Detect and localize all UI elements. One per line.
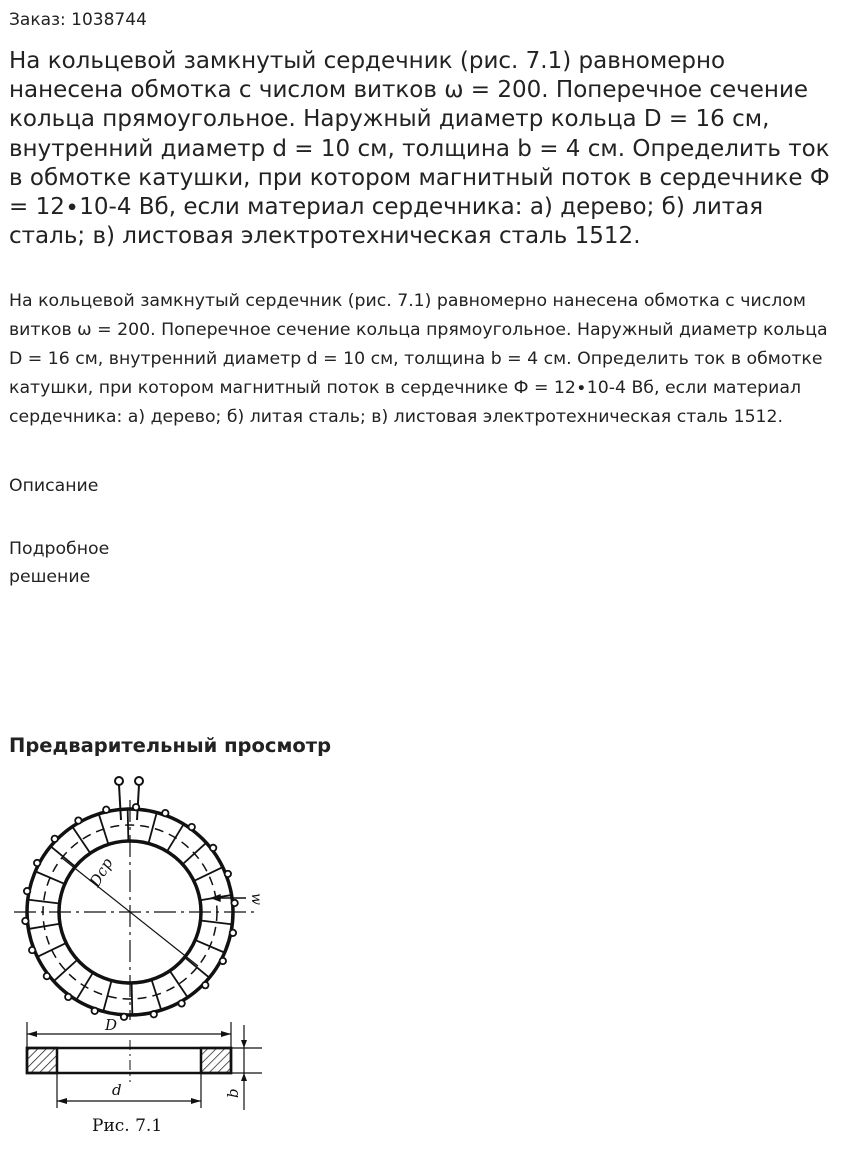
winding-turn xyxy=(73,827,90,852)
preview-heading: Предварительный просмотр xyxy=(9,734,332,757)
description-label: Описание xyxy=(9,476,99,496)
winding-turn xyxy=(201,921,231,925)
winding-turn xyxy=(99,815,108,844)
winding-loop xyxy=(220,958,226,964)
problem-statement-small: На кольцевой замкнутый сердечник (рис. 7.1) равномерно нанесена обмотка с числом витков ω = 200. Поперечное сечение кольца прямоугольное. Наружный диаметр кольца D = 16 см, внутренний диаметр d = 10 см, толщина b = 4 см. Определить ток в обмотке катушки, при котором магнитный поток в сердечнике Ф = 12∙10-4 Вб, если материал сердечника: а) дерево; б) литая сталь; в) листовая электротехническая сталь 1512. xyxy=(9,291,828,427)
winding-loop xyxy=(178,1000,184,1006)
winding-loop xyxy=(34,860,40,866)
winding-turn xyxy=(77,973,93,999)
winding-turn xyxy=(51,847,74,866)
winding-turn xyxy=(132,984,133,1014)
winding-turn xyxy=(195,868,222,881)
winding-loop xyxy=(121,1014,127,1020)
winding-loop xyxy=(103,807,109,813)
winding-loop xyxy=(189,824,195,830)
winding-loop xyxy=(75,817,81,823)
winding-loop xyxy=(22,918,28,924)
winding-turn xyxy=(38,943,65,956)
winding-loop xyxy=(44,973,50,979)
winding-loop xyxy=(133,804,139,810)
winding-loop xyxy=(162,810,168,816)
winding-loop xyxy=(230,930,236,936)
winding-loop xyxy=(65,994,71,1000)
figure-caption: Рис. 7.1 xyxy=(92,1116,163,1136)
order-number: Заказ: 1038744 xyxy=(9,10,147,30)
winding-loop xyxy=(29,947,35,953)
winding-loop xyxy=(151,1011,157,1017)
winding-turn xyxy=(128,810,129,840)
winding-loop xyxy=(52,836,58,842)
winding-loop xyxy=(24,888,30,894)
winding-turn xyxy=(196,940,224,952)
dcp-label: Dср xyxy=(85,854,117,890)
winding-loop xyxy=(202,982,208,988)
center-lines xyxy=(14,800,258,1020)
b-label: b xyxy=(224,1088,242,1098)
detailed-solution-label: Подробное решение xyxy=(9,539,110,587)
winding-turn xyxy=(29,900,59,904)
winding-loop xyxy=(210,845,216,851)
winding-loop xyxy=(225,871,231,877)
winding-loop xyxy=(92,1008,98,1014)
winding-turn xyxy=(168,825,184,851)
w-label: w xyxy=(248,893,264,905)
lead-wires xyxy=(115,777,143,820)
winding-loop xyxy=(231,900,237,906)
winding-turn xyxy=(170,972,187,997)
problem-statement-large: На кольцевой замкнутый сердечник (рис. 7.1) равномерно нанесена обмотка с числом витков ω = 200. Поперечное сечение кольца прямоугольное. Наружный диаметр кольца D = 16 см, внутренний диаметр d = 10 см, толщина b = 4 см. Определить ток в обмотке катушки, при котором магнитный поток в сердечнике Ф = 12∙10-4 Вб, если материал сердечника: а) дерево; б) литая сталь; в) листовая электротехническая сталь 1512. xyxy=(9,48,830,250)
toroid-figure xyxy=(0,770,280,1150)
d-inner-label: d xyxy=(112,1081,122,1099)
winding-turn xyxy=(152,981,161,1010)
d-outer-label: D xyxy=(105,1016,118,1034)
winding-turn xyxy=(149,814,157,843)
winding-turn xyxy=(36,872,64,884)
winding-turn xyxy=(185,958,208,977)
